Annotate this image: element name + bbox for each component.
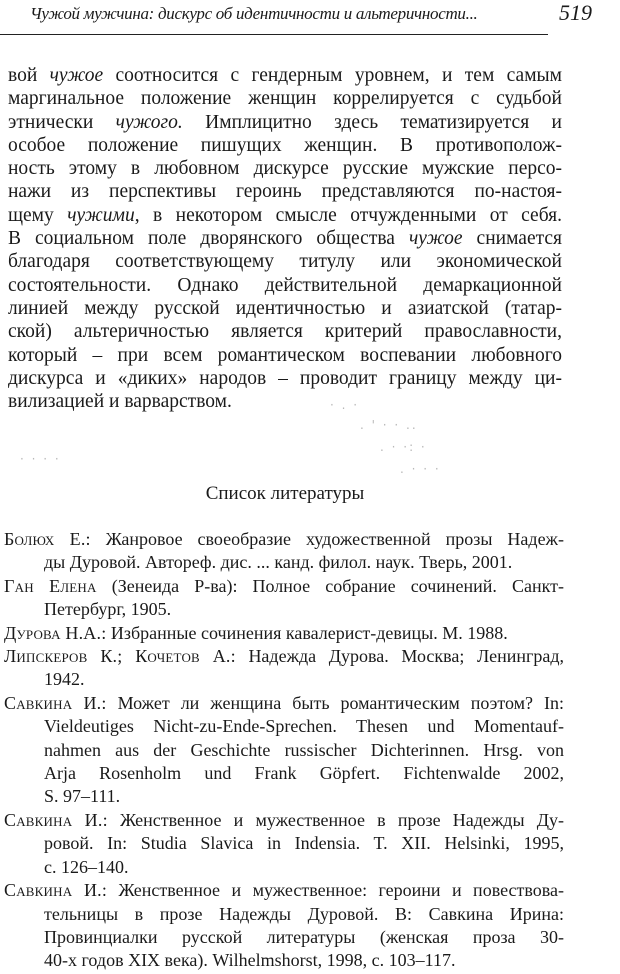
scan-noise: · . ·	[330, 398, 360, 412]
entry-line	[4, 856, 564, 879]
entry-line	[4, 668, 564, 691]
entry-line	[4, 785, 564, 808]
entry-text: Провинциалки русской литературы (женская проза 30-	[44, 926, 564, 947]
text-line	[8, 204, 562, 227]
scan-noise: . ' · · ..	[360, 418, 418, 432]
text-segment: щему	[8, 204, 68, 226]
entry-text: (Зенеида Р-ва): Полное собрание сочинений. Санкт-	[111, 575, 565, 596]
entry-line	[4, 622, 564, 645]
text-line	[8, 64, 562, 87]
entry-text: Избранные сочинения кавалерист-девицы. М. 1988.	[110, 622, 508, 643]
entry-line	[4, 762, 564, 785]
text-line	[8, 227, 562, 250]
text-segment: ность этому в любовном дискурсе русские мужские персо-	[8, 158, 562, 180]
text-segment: этнически	[8, 111, 116, 133]
entry-text: с. 126–140.	[44, 856, 129, 877]
entry-line	[4, 528, 564, 551]
bibliography-entry	[4, 622, 564, 645]
italic-term: чужое	[409, 228, 463, 250]
entry-text: 40-х годов XIX века). Wilhelmshorst, 1998, с. 103–117.	[44, 950, 456, 971]
header-rule	[0, 34, 548, 35]
text-segment: вилизацией и варварством.	[8, 391, 232, 413]
bibliography-entry	[4, 575, 564, 622]
entry-text: ды Дуровой. Автореф. дис. ... канд. филол. наук. Тверь, 2001.	[44, 552, 513, 573]
italic-term: чужими	[67, 204, 135, 226]
entry-line	[4, 949, 564, 972]
text-segment: особое положение пишущих женщин. В противополож-	[8, 134, 562, 156]
entry-text: Петербург, 1905.	[44, 599, 172, 620]
text-segment: вой	[8, 65, 50, 86]
entry-line	[4, 598, 564, 621]
entry-text: Женственное и мужественное в прозе Надежды Ду-	[119, 809, 564, 830]
entry-line	[4, 715, 564, 738]
entry-line	[4, 551, 564, 574]
bibliography-entry	[4, 879, 564, 973]
text-line	[8, 87, 562, 110]
entry-author: Дурова Н.А.:	[4, 622, 107, 643]
italic-term: чужого.	[115, 111, 183, 133]
text-line	[8, 111, 562, 134]
bibliography-entry	[4, 692, 564, 809]
entry-line	[4, 809, 564, 832]
bibliography-entry	[4, 645, 564, 692]
entry-text: 1942.	[44, 669, 85, 690]
text-segment: Имплицитно здесь тематизируется и	[182, 111, 562, 133]
text-line	[8, 250, 562, 273]
text-segment: состоятельности. Однако действительной демаркационной	[8, 274, 562, 296]
entry-author: Савкина И.:	[4, 692, 107, 713]
bibliography-entry	[4, 528, 564, 575]
entry-author: Савкина И.:	[4, 880, 108, 901]
entry-text: Женственное и мужественное: героини и повествова-	[118, 880, 565, 901]
text-line	[8, 297, 562, 320]
text-line	[8, 320, 562, 343]
text-segment: который – при всем романтическом воспевании любовного	[8, 344, 562, 366]
bibliography-entry	[4, 809, 564, 879]
entry-author: Савкина И.:	[4, 809, 108, 830]
entry-line	[4, 739, 564, 762]
entry-line	[4, 832, 564, 855]
body-paragraph	[8, 64, 562, 413]
text-line	[8, 274, 562, 297]
running-head: Чужой мужчина: дискурс об идентичности и альтеричности...	[30, 4, 478, 23]
bibliography-list	[4, 528, 564, 973]
entry-line	[4, 903, 564, 926]
text-segment: снимается	[462, 228, 562, 250]
scan-noise: · · · ·	[20, 452, 61, 466]
entry-line	[4, 645, 564, 668]
text-line	[8, 180, 562, 203]
entry-text: Надежда Дурова. Москва; Ленинград,	[248, 646, 564, 667]
entry-line	[4, 575, 564, 598]
entry-text: S. 97–111.	[44, 786, 121, 807]
page-number: 519	[559, 0, 592, 25]
text-segment: ской) альтеричностью является критерий православности,	[8, 321, 562, 343]
entry-line	[4, 692, 564, 715]
entry-text: Arja Rosenholm und Frank Göpfert. Fichtenwalde 2002,	[44, 763, 564, 784]
entry-author: Болюх Е.:	[4, 529, 91, 549]
bibliography-title: Список литературы	[205, 483, 365, 504]
text-segment: маргинальное положение женщин коррелируется с судьбой	[8, 88, 562, 110]
text-line	[8, 344, 562, 367]
text-segment: В социальном поле дворянского общества	[8, 228, 409, 250]
entry-text: тельницы в прозе Надежды Дуровой. В: Савкина Ирина:	[44, 903, 564, 924]
scan-noise: . · · ·	[400, 462, 441, 476]
text-line	[8, 134, 562, 157]
text-segment: нажи из перспективы героинь представляются по-настоя-	[8, 181, 562, 203]
entry-author: Ган Елена	[4, 575, 97, 596]
entry-text: Жанровое своеобразие художественной прозы Надеж-	[105, 529, 564, 549]
entry-text: Vieldeutiges Nicht-zu-Ende-Sprechen. Thesen und Momentauf-	[44, 716, 564, 737]
text-segment: , в некотором смысле отчужденными от себя.	[134, 204, 562, 226]
entry-text: Может ли женщина быть романтическим поэтом? In:	[117, 692, 564, 713]
scan-noise: . · ·: ·	[380, 440, 427, 454]
text-segment: благодаря соответствующему титулу или экономической	[8, 251, 562, 273]
text-segment: соотносится с гендерным уровнем, и тем самым	[103, 65, 562, 86]
entry-line	[4, 926, 564, 949]
entry-author: Липскеров К.; Кочетов А.:	[4, 646, 236, 667]
text-segment: линией между русской идентичностью и азиатской (татар-	[8, 297, 562, 319]
text-segment: дискурса и «диких» народов – проводит границу между ци-	[8, 367, 562, 389]
text-line	[8, 390, 562, 413]
italic-term: чужое	[49, 65, 104, 86]
entry-text: ровой. In: Studia Slavica in Indensia. T. XII. Helsinki, 1995,	[44, 833, 564, 854]
entry-line	[4, 879, 564, 902]
text-line	[8, 367, 562, 390]
text-line	[8, 157, 562, 180]
entry-text: nahmen aus der Geschichte russischer Dichterinnen. Hrsg. von	[44, 739, 564, 760]
